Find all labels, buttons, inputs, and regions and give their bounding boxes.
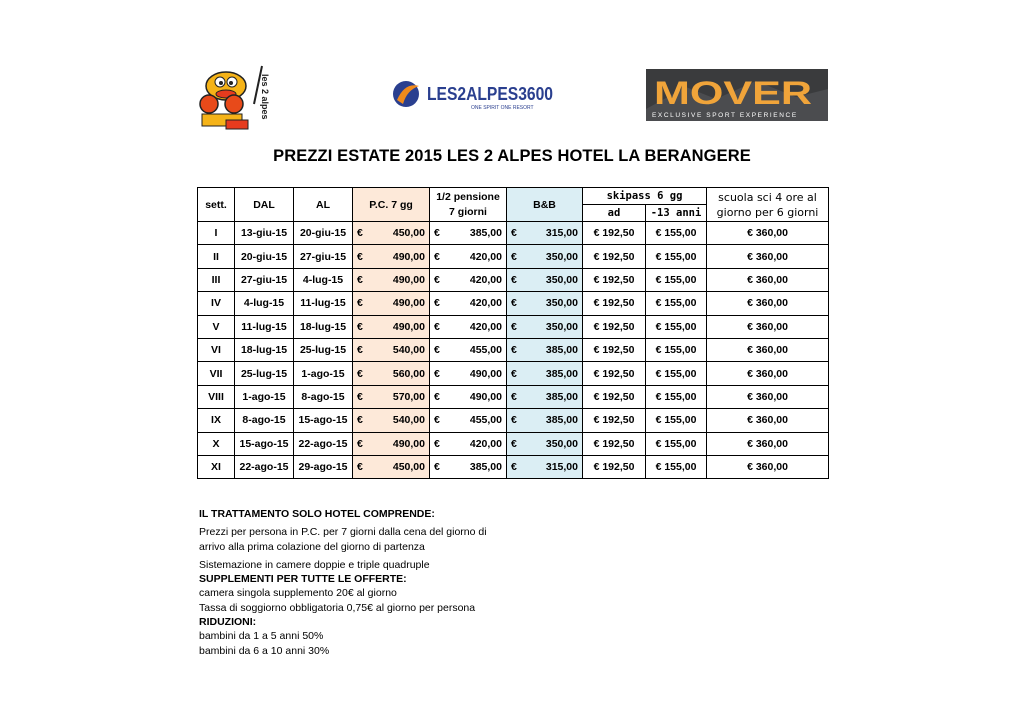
cell-pc	[353, 362, 430, 385]
header-pc: P.C. 7 gg	[353, 188, 430, 222]
euro-symbol: €	[511, 273, 517, 286]
cell-skipass-ad: € 192,50	[583, 455, 646, 478]
euro-symbol: €	[357, 297, 363, 310]
cell-dal: 15-ago-15	[235, 432, 294, 455]
cell-dal: 11-lug-15	[235, 315, 294, 338]
cell-pc	[353, 268, 430, 291]
euro-symbol: €	[434, 414, 440, 427]
euro-symbol: €	[511, 414, 517, 427]
euro-symbol: €	[434, 297, 440, 310]
cell-skipass-ad: € 192,50	[583, 409, 646, 432]
cell-skipass-ad: € 192,50	[583, 432, 646, 455]
notes-line1: Prezzi per persona in P.C. per 7 giorni dalla cena del giorno di	[199, 526, 487, 539]
cell-skipass-under13: € 155,00	[646, 432, 707, 455]
cell-al: 1-ago-15	[294, 362, 353, 385]
table-row	[198, 338, 829, 361]
cell-skipass-under13: € 155,00	[646, 362, 707, 385]
cell-dal: 13-giu-15	[235, 222, 294, 245]
euro-symbol: €	[434, 437, 440, 450]
cell-bb-value: 385,00	[545, 414, 578, 427]
cell-skipass-ad: € 192,50	[583, 338, 646, 361]
euro-symbol: €	[434, 367, 440, 380]
cell-scuola: € 360,00	[707, 292, 829, 315]
cell-mezza-pensione-value: 385,00	[469, 227, 502, 240]
euro-symbol: €	[511, 437, 517, 450]
cell-bb	[507, 315, 583, 338]
header-scuola	[707, 188, 829, 222]
cell-pc-value: 490,00	[392, 250, 425, 263]
notes-line3: Sistemazione in camere doppie e triple quadruple	[199, 558, 430, 571]
header-ad: ad	[583, 205, 646, 222]
cell-dal: 8-ago-15	[235, 409, 294, 432]
euro-symbol: €	[357, 461, 363, 474]
cell-skipass-under13: € 155,00	[646, 292, 707, 315]
euro-symbol: €	[434, 390, 440, 403]
cell-skipass-under13: € 155,00	[646, 315, 707, 338]
cell-sett: III	[198, 268, 235, 291]
cell-bb-value: 315,00	[545, 227, 578, 240]
cell-skipass-ad: € 192,50	[583, 268, 646, 291]
table-row	[198, 268, 829, 291]
header-al: AL	[294, 188, 353, 222]
cell-scuola: € 360,00	[707, 222, 829, 245]
cell-sett: I	[198, 222, 235, 245]
cell-bb	[507, 432, 583, 455]
cell-skipass-under13: € 155,00	[646, 409, 707, 432]
cell-pc-value: 560,00	[392, 367, 425, 380]
cell-al: 4-lug-15	[294, 268, 353, 291]
mascot-text: les 2 alpes	[260, 74, 270, 120]
cell-al: 22-ago-15	[294, 432, 353, 455]
cell-sett: VIII	[198, 385, 235, 408]
cell-bb-value: 315,00	[545, 461, 578, 474]
table-body	[198, 222, 829, 479]
cell-mezza-pensione-value: 490,00	[469, 367, 502, 380]
cell-pc	[353, 315, 430, 338]
cell-al: 11-lug-15	[294, 292, 353, 315]
cell-sett: II	[198, 245, 235, 268]
cell-pc	[353, 222, 430, 245]
notes-line2: arrivo alla prima colazione del giorno di partenza	[199, 540, 425, 553]
cell-bb	[507, 245, 583, 268]
cell-scuola: € 360,00	[707, 385, 829, 408]
cell-pc-value: 450,00	[392, 461, 425, 474]
euro-symbol: €	[434, 461, 440, 474]
cell-pc	[353, 292, 430, 315]
cell-bb-value: 350,00	[545, 320, 578, 333]
table-row	[198, 315, 829, 338]
euro-symbol: €	[434, 273, 440, 286]
cell-skipass-ad: € 192,50	[583, 385, 646, 408]
cell-mezza-pensione-value: 420,00	[469, 273, 502, 286]
cell-bb	[507, 455, 583, 478]
cell-al: 25-lug-15	[294, 338, 353, 361]
cell-pc-value: 490,00	[392, 437, 425, 450]
les2alpes-tagline: ONE SPIRIT ONE RESORT	[471, 105, 534, 111]
euro-symbol: €	[434, 320, 440, 333]
cell-bb-value: 350,00	[545, 297, 578, 310]
price-table	[197, 187, 829, 479]
header-dal: DAL	[235, 188, 294, 222]
supplement-single-room: camera singola supplemento 20€ al giorno	[199, 587, 397, 600]
table-row	[198, 409, 829, 432]
cell-scuola: € 360,00	[707, 245, 829, 268]
supplement-tourist-tax: Tassa di soggiorno obbligatoria 0,75€ al giorno per persona	[199, 601, 476, 614]
cell-sett: VI	[198, 338, 235, 361]
cell-pc-value: 490,00	[392, 273, 425, 286]
cell-skipass-under13: € 155,00	[646, 455, 707, 478]
cell-sett: IV	[198, 292, 235, 315]
euro-symbol: €	[357, 390, 363, 403]
cell-bb-value: 385,00	[545, 390, 578, 403]
table-row	[198, 292, 829, 315]
cell-mezza-pensione	[430, 245, 507, 268]
cell-bb-value: 385,00	[545, 367, 578, 380]
cell-scuola: € 360,00	[707, 315, 829, 338]
cell-dal: 1-ago-15	[235, 385, 294, 408]
cell-mezza-pensione	[430, 455, 507, 478]
header-under13: -13 anni	[646, 205, 707, 222]
cell-dal: 20-giu-15	[235, 245, 294, 268]
cell-skipass-ad: € 192,50	[583, 315, 646, 338]
header-scuola-line2: giorno per 6 giorni	[716, 205, 819, 219]
euro-symbol: €	[511, 344, 517, 357]
table-row	[198, 245, 829, 268]
cell-scuola: € 360,00	[707, 362, 829, 385]
cell-mezza-pensione-value: 455,00	[469, 414, 502, 427]
euro-symbol: €	[357, 320, 363, 333]
table-row	[198, 362, 829, 385]
cell-bb	[507, 409, 583, 432]
cell-pc-value: 490,00	[392, 297, 425, 310]
cell-pc-value: 540,00	[392, 414, 425, 427]
euro-symbol: €	[511, 320, 517, 333]
cell-pc	[353, 409, 430, 432]
euro-symbol: €	[511, 297, 517, 310]
cell-mezza-pensione	[430, 362, 507, 385]
cell-bb	[507, 292, 583, 315]
cell-mezza-pensione	[430, 432, 507, 455]
cell-scuola: € 360,00	[707, 268, 829, 291]
cell-scuola: € 360,00	[707, 409, 829, 432]
cell-skipass-ad: € 192,50	[583, 362, 646, 385]
cell-skipass-under13: € 155,00	[646, 268, 707, 291]
cell-mezza-pensione-value: 385,00	[469, 461, 502, 474]
euro-symbol: €	[511, 367, 517, 380]
cell-pc-value: 450,00	[392, 227, 425, 240]
cell-bb	[507, 222, 583, 245]
riduzioni-heading: RIDUZIONI:	[199, 616, 257, 629]
cell-al: 8-ago-15	[294, 385, 353, 408]
euro-symbol: €	[357, 414, 363, 427]
table-row	[198, 222, 829, 245]
cell-skipass-under13: € 155,00	[646, 222, 707, 245]
cell-skipass-under13: € 155,00	[646, 385, 707, 408]
cell-pc-value: 570,00	[392, 390, 425, 403]
cell-dal: 22-ago-15	[235, 455, 294, 478]
cell-bb	[507, 268, 583, 291]
cell-pc	[353, 245, 430, 268]
cell-mezza-pensione-value: 420,00	[469, 250, 502, 263]
euro-symbol: €	[511, 250, 517, 263]
reduction-6-10: bambini da 6 a 10 anni 30%	[199, 644, 330, 657]
cell-dal: 25-lug-15	[235, 362, 294, 385]
les2alpes-wordmark: LES2ALPES3600	[427, 84, 553, 104]
mover-wordmark: MOVER	[654, 75, 812, 111]
cell-dal: 27-giu-15	[235, 268, 294, 291]
supplementi-heading: SUPPLEMENTI PER TUTTE LE OFFERTE:	[199, 573, 407, 586]
cell-sett: IX	[198, 409, 235, 432]
euro-symbol: €	[357, 227, 363, 240]
cell-mezza-pensione	[430, 409, 507, 432]
euro-symbol: €	[357, 367, 363, 380]
euro-symbol: €	[357, 273, 363, 286]
table-header-row	[198, 188, 829, 205]
header-mezza-line1: 1/2 pensione	[436, 190, 500, 203]
euro-symbol: €	[434, 250, 440, 263]
cell-dal: 4-lug-15	[235, 292, 294, 315]
cell-mezza-pensione-value: 420,00	[469, 297, 502, 310]
cell-sett: V	[198, 315, 235, 338]
cell-al: 27-giu-15	[294, 245, 353, 268]
table-row	[198, 385, 829, 408]
cell-al: 15-ago-15	[294, 409, 353, 432]
header-sett: sett.	[198, 188, 235, 222]
mover-logo	[646, 69, 828, 121]
cell-mezza-pensione	[430, 315, 507, 338]
cell-bb-value: 350,00	[545, 273, 578, 286]
euro-symbol: €	[357, 437, 363, 450]
cell-al: 20-giu-15	[294, 222, 353, 245]
cell-bb	[507, 385, 583, 408]
cell-mezza-pensione	[430, 338, 507, 361]
cell-bb	[507, 362, 583, 385]
cell-mezza-pensione-value: 455,00	[469, 344, 502, 357]
cell-pc-value: 490,00	[392, 320, 425, 333]
header-mezza-line2: 7 giorni	[449, 205, 487, 218]
mover-tagline: EXCLUSIVE SPORT EXPERIENCE	[652, 112, 798, 119]
cell-pc	[353, 455, 430, 478]
euro-symbol: €	[511, 227, 517, 240]
cell-bb-value: 350,00	[545, 250, 578, 263]
cell-skipass-under13: € 155,00	[646, 338, 707, 361]
cell-sett: VII	[198, 362, 235, 385]
cell-bb	[507, 338, 583, 361]
cell-mezza-pensione	[430, 268, 507, 291]
page-title: PREZZI ESTATE 2015 LES 2 ALPES HOTEL LA BERANGERE	[273, 147, 751, 165]
cell-skipass-under13: € 155,00	[646, 245, 707, 268]
cell-skipass-ad: € 192,50	[583, 292, 646, 315]
cell-mezza-pensione	[430, 385, 507, 408]
cell-pc	[353, 385, 430, 408]
notes-heading: IL TRATTAMENTO SOLO HOTEL COMPRENDE:	[199, 508, 435, 520]
notes-section	[199, 507, 487, 658]
cell-skipass-ad: € 192,50	[583, 222, 646, 245]
reduction-1-5: bambini da 1 a 5 anni 50%	[199, 630, 324, 643]
cell-sett: XI	[198, 455, 235, 478]
euro-symbol: €	[434, 227, 440, 240]
cell-dal: 18-lug-15	[235, 338, 294, 361]
cell-mezza-pensione-value: 490,00	[469, 390, 502, 403]
table-row	[198, 455, 829, 478]
cell-pc	[353, 432, 430, 455]
cell-pc	[353, 338, 430, 361]
header-bb: B&B	[507, 188, 583, 222]
cell-bb-value: 385,00	[545, 344, 578, 357]
cell-sett: X	[198, 432, 235, 455]
euro-symbol: €	[357, 344, 363, 357]
cell-skipass-ad: € 192,50	[583, 245, 646, 268]
euro-symbol: €	[434, 344, 440, 357]
cell-mezza-pensione-value: 420,00	[469, 320, 502, 333]
cell-pc-value: 540,00	[392, 344, 425, 357]
cell-mezza-pensione	[430, 292, 507, 315]
header-skipass: skipass 6 gg	[583, 188, 707, 205]
cell-scuola: € 360,00	[707, 338, 829, 361]
cell-bb-value: 350,00	[545, 437, 578, 450]
header-mezza-pensione	[430, 188, 507, 222]
cell-scuola: € 360,00	[707, 432, 829, 455]
mascot-logo	[196, 64, 278, 130]
cell-mezza-pensione-value: 420,00	[469, 437, 502, 450]
cell-al: 29-ago-15	[294, 455, 353, 478]
cell-al: 18-lug-15	[294, 315, 353, 338]
euro-symbol: €	[511, 461, 517, 474]
euro-symbol: €	[357, 250, 363, 263]
table-row	[198, 432, 829, 455]
header-scuola-line1: scuola sci 4 ore al	[718, 190, 817, 204]
cell-scuola: € 360,00	[707, 455, 829, 478]
euro-symbol: €	[511, 390, 517, 403]
les2alpes-logo	[391, 78, 556, 112]
cell-mezza-pensione	[430, 222, 507, 245]
